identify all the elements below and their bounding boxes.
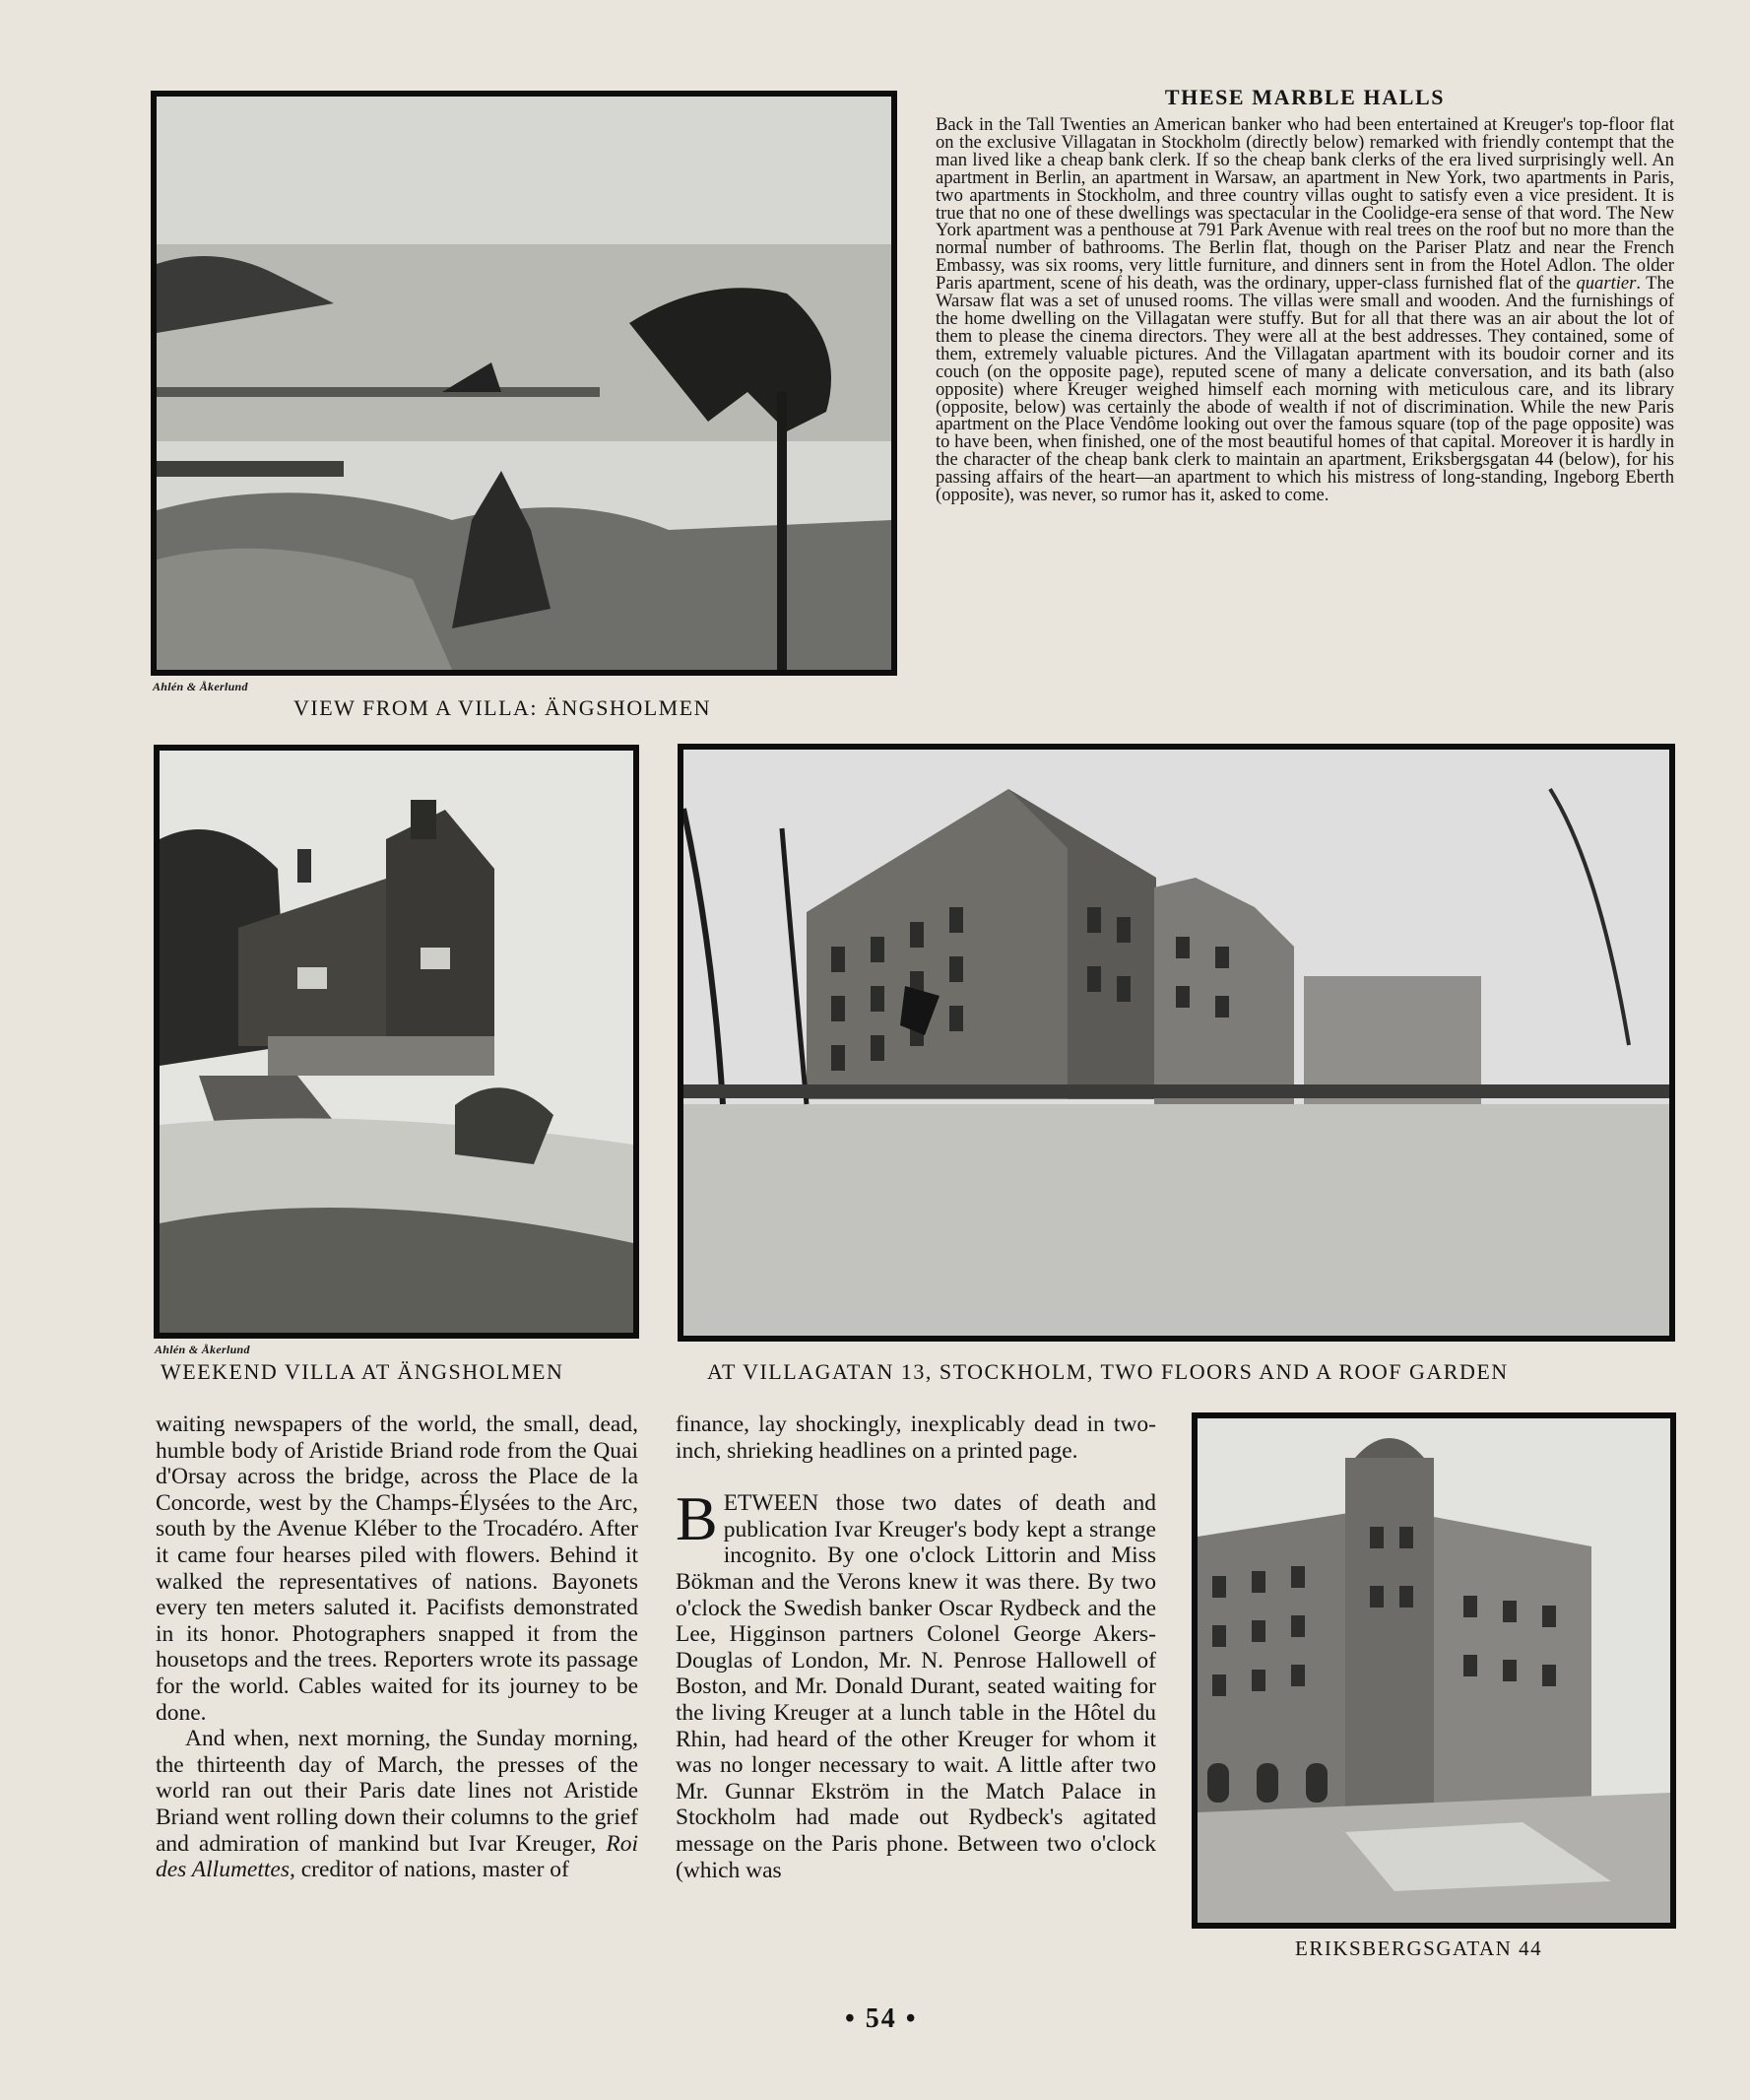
sidebar-title: THESE MARBLE HALLS <box>1164 85 1446 109</box>
paragraph: And when, next morning, the Sunday morning, the thirteenth day of March, the presses of the world ran out their Paris date lines not Aristide Briand went rolling down their columns to the grief and admiration of mankind but Ivar Kreuger, Roi des Allumettes, creditor of nations, master of <box>156 1726 638 1883</box>
seascape-image <box>157 97 891 670</box>
paragraph: BETWEEN those two dates of death and publication Ivar Kreuger's body kept a strange incognito. By one o'clock Littorin and Miss Bökman and the Verons knew it was there. By two o'clock the Swedish banker Oscar Rydbeck and the Lee, Higginson partners Colonel George Akers-Douglas of London, Mr. N. Penrose Hallowell of Boston, and Mr. Donald Durant, seated waiting for the living Kreuger at a lunch table in the Hôtel du Rhin, had heard of the other Kreuger for whom it was no longer necessary to wait. A little after two Mr. Gunnar Ekström in the Match Palace in Stockholm had made out Rydbeck's agitated message on the Paris phone. Between two o'clock (which was <box>676 1483 1156 1883</box>
photo-caption: WEEKEND VILLA AT ÄNGSHOLMEN <box>161 1359 564 1384</box>
apartment-building-image <box>683 750 1669 1336</box>
photo-caption: ERIKSBERGSGATAN 44 <box>1295 1936 1543 1960</box>
body-column-2 <box>676 1411 1156 1883</box>
drop-cap: B <box>676 1483 718 1554</box>
photo-credit: Ahlén & Åkerlund <box>155 1343 250 1356</box>
sidebar-body: Back in the Tall Twenties an American banker who had been entertained at Kreuger's top-floor flat on the exclusive Villagatan in Stockholm (directly below) remarked with friendly contempt that the man lived like a cheap bank clerk. If so the cheap bank clerks of the era lived surprisingly well. An apartment in Berlin, an apartment in Warsaw, an apartment in New York, two apartments in Paris, two apartments in Stockholm, and three country villas ought to satisfy even a vice president. It is true that no one of these dwellings was spectacular in the Coolidge-era sense of that word. The New York apartment was a penthouse at 791 Park Avenue with real trees on the roof but no more than the normal number of bathrooms. The Berlin flat, though on the Pariser Platz and near the French Embassy, was six rooms, very little furniture, and dinners sent in from the Hotel Adlon. The older Paris apartment, scene of his death, was the ordinary, upper-class furnished flat of the quartier. The Warsaw flat was a set of unused rooms. The villas were small and wooden. And the furnishings of the home dwelling on the Villagatan were stuffy. But for all that there was an air about the lot of them to please the cinema directors. They were all at the best addresses. They contained, some of them, extremely valuable pictures. And the Villagatan apartment with its boudoir corner and its couch (on the opposite page), reputed scene of many a delicate conversation, and its bath (also opposite) where Kreuger weighed himself each morning with meticulous care, and its library (opposite, below) was certainly the abode of wealth if not of discrimination. While the new Paris apartment on the Place Vendôme looking out over the famous square (top of the page opposite) was to have been, when finished, one of the most beautiful homes of that capital. Moreover it is hardly in the character of the cheap bank clerk to maintain an apartment, Eriksbergsgatan 44 (below), for his passing affairs of the heart—an apartment to which his mistress of long-standing, Ingeborg Eberth (opposite), was never, so rumor has it, asked to come. <box>936 114 1674 506</box>
photo-villagatan <box>678 744 1675 1342</box>
photo-weekend-villa <box>154 745 639 1339</box>
apartment-building-image <box>1198 1418 1670 1923</box>
photo-caption: VIEW FROM A VILLA: ÄNGSHOLMEN <box>293 695 712 720</box>
photo-credit: Ahlén & Åkerlund <box>153 680 248 693</box>
photo-view-from-villa <box>151 91 897 676</box>
paragraph: waiting newspapers of the world, the small, dead, humble body of Aristide Briand rode from the Quai d'Orsay across the bridge, across the Place de la Concorde, west by the Champs-Élysées to the Arc, south by the Avenue Kléber to the Trocadéro. After it came four hearses piled with flowers. Behind it walked the representatives of nations. Bayonets every ten meters saluted it. Pacifists demonstrated in its honor. Photographers snapped it from the housetops and the trees. Reporters wrote its passage for the world. Cables waited for its journey to be done. <box>156 1411 638 1726</box>
photo-eriksbergsgatan <box>1192 1412 1676 1929</box>
photo-caption: AT VILLAGATAN 13, STOCKHOLM, TWO FLOORS AND A ROOF GARDEN <box>707 1359 1509 1384</box>
paragraph: finance, lay shockingly, inexplicably dead in two-inch, shrieking headlines on a printed page. <box>676 1411 1156 1464</box>
body-column-1 <box>156 1411 638 1883</box>
villa-image <box>160 751 633 1333</box>
page-number: • 54 • <box>845 2003 918 2034</box>
